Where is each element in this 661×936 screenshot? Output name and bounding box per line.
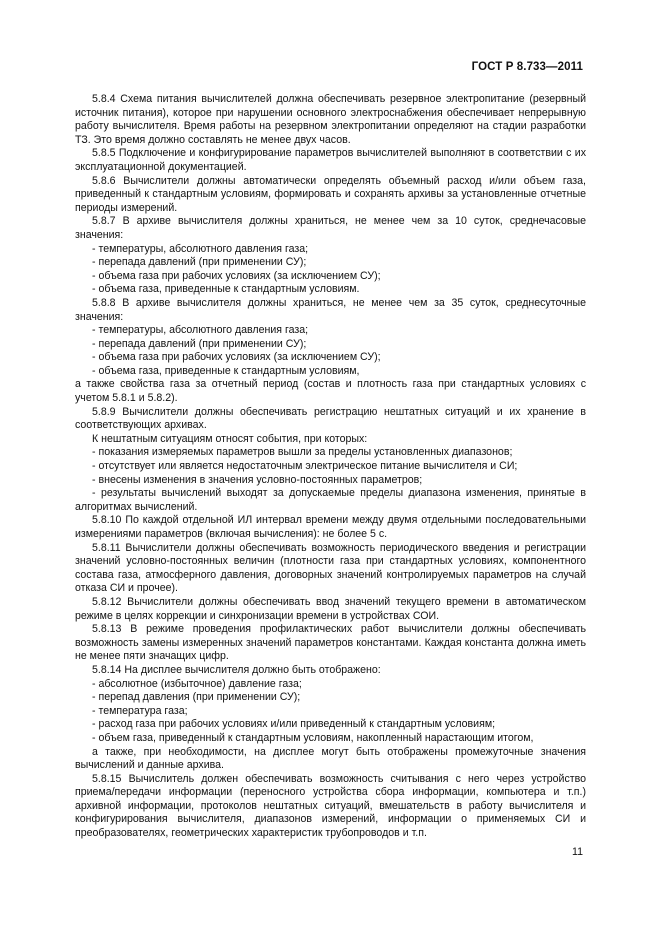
document-code-header: ГОСТ Р 8.733—2011 xyxy=(471,61,583,73)
paragraph: 5.8.12 Вычислители должны обеспечивать ввод значений текущего времени в автоматическом режиме в целях коррекции и синхронизации времени в устройствах СОИ. xyxy=(75,595,586,622)
paragraph: 5.8.5 Подключение и конфигурирование параметров вычислителей выполняют в соответствии с их эксплуатационной документацией. xyxy=(75,147,586,173)
paragraph: а также, при необходимости, на дисплее могут быть отображены промежуточные значения вычислений и данные архива. xyxy=(75,745,586,772)
list-item: - внесены изменения в значения условно-постоянных параметров; xyxy=(92,473,423,486)
page-number: 11 xyxy=(572,846,583,858)
paragraph: 5.8.11 Вычислители должны обеспечивать возможность периодического введения и регистрации значений условно-постоянных величин (плотности газа при стандартных условиях, компонентного состава газа, атмосферного давления, договорных значений контролируемых параметров на случай отказа СИ и прочее). xyxy=(75,541,586,595)
list-item: - объем газа, приведенный к стандартным условиям, накопленный нарастающим итогом, xyxy=(92,731,534,744)
list-item: - объема газа, приведенные к стандартным условиям. xyxy=(92,283,360,296)
list-item: - абсолютное (избыточное) давление газа; xyxy=(92,677,302,690)
paragraph: 5.8.13 В режиме проведения профилактических работ вычислители должны обеспечивать возможность замены измеренных значений параметров константами. Каждая константа должна иметь не менее пяти значащих цифр. xyxy=(75,623,586,663)
paragraph: 5.8.9 Вычислители должны обеспечивать регистрацию нештатных ситуаций и их хранение в соответствующих архивах. xyxy=(75,405,586,432)
list-item: - перепада давлений (при применении СУ); xyxy=(92,337,307,350)
paragraph: К нештатным ситуациям относят события, при которых: xyxy=(92,432,368,445)
list-item: - показания измеряемых параметров вышли за пределы установленных диапазонов; xyxy=(92,446,513,459)
document-body xyxy=(75,93,586,841)
paragraph: 5.8.7 В архиве вычислителя должны храниться, не менее чем за 10 суток, среднечасовые значения: xyxy=(75,215,586,241)
list-item: - объема газа при рабочих условиях (за исключением СУ); xyxy=(92,351,381,364)
list-item: - температуры, абсолютного давления газа; xyxy=(92,242,309,255)
list-item: - перепад давления (при применении СУ); xyxy=(92,691,301,704)
list-item: - температура газа; xyxy=(92,704,188,717)
paragraph: 5.8.6 Вычислители должны автоматически определять объемный расход и/или объем газа, приведенный к стандартным условиям, формировать и сохранять архивы за установленные отчетные периоды измерений. xyxy=(75,174,586,214)
paragraph: а также свойства газа за отчетный период (состав и плотность газа при стандартных условиях с учетом 5.8.1 и 5.8.2). xyxy=(75,378,586,405)
paragraph: 5.8.4 Схема питания вычислителей должна обеспечивать резервное электропитание (резервный источник питания), которое при нарушении основного электроснабжения обеспечивает непрерывную работу вычислителя. Время работы на резервном электропитании определяют на стадии разработки ТЗ. Это время должно составлять не менее двух часов. xyxy=(75,93,586,146)
paragraph: 5.8.14 На дисплее вычислителя должно быть отображено: xyxy=(92,663,381,676)
list-item: - результаты вычислений выходят за допускаемые пределы диапазона изменения, принятые в алгоритмах вычислений. xyxy=(75,487,586,513)
list-item: - расход газа при рабочих условиях и/или приведенный к стандартным условиям; xyxy=(92,718,496,731)
list-item: - объема газа при рабочих условиях (за исключением СУ); xyxy=(92,269,381,282)
list-item: - перепада давлений (при применении СУ); xyxy=(92,256,307,269)
paragraph: 5.8.15 Вычислитель должен обеспечивать возможность считывания с него через устройство приема/передачи информации (переносного устройства сбора информации, компьютера и т.п.) архивной информации, протоколов нештатных ситуаций, вмешательств в работу вычислителя и конфигурирования вычислителя, диапазонов измерений, информации о применяемых СИ и преобразователях, геометрических характеристик трубопроводов и т.п. xyxy=(75,772,586,840)
list-item: - отсутствует или является недостаточным электрическое питание вычислителя и СИ; xyxy=(92,460,518,473)
paragraph: 5.8.8 В архиве вычислителя должны храниться, не менее чем за 35 суток, среднесуточные значения: xyxy=(75,296,586,323)
list-item: - температуры, абсолютного давления газа; xyxy=(92,324,309,337)
list-item: - объема газа, приведенные к стандартным условиям, xyxy=(92,364,360,377)
paragraph: 5.8.10 По каждой отдельной ИЛ интервал времени между двумя отдельными последовательными измерениями параметров (включая вычисления): не более 5 с. xyxy=(75,514,586,540)
